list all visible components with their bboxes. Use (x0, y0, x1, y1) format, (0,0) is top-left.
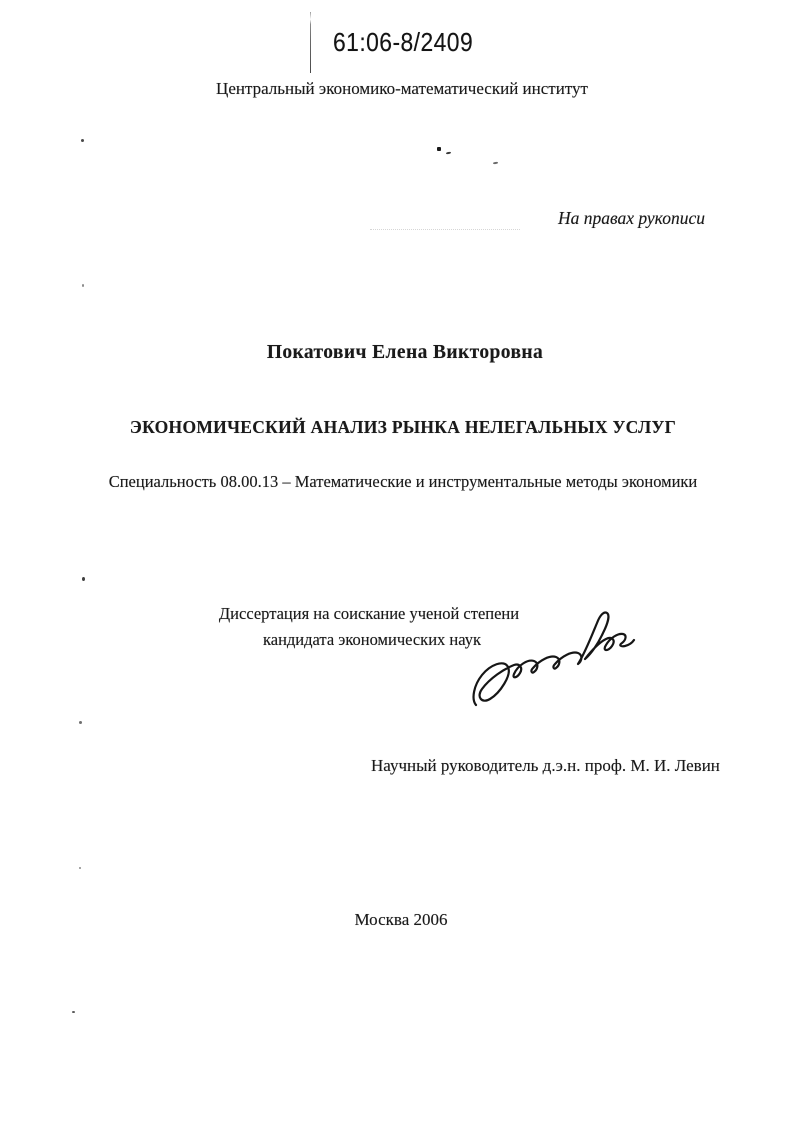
scan-speck (493, 162, 498, 165)
scan-speck (81, 139, 84, 142)
signature-icon (470, 607, 640, 709)
institute-name: Центральный экономико-математический институт (216, 79, 588, 98)
dissertation-title: ЭКОНОМИЧЕСКИЙ АНАЛИЗ РЫНКА НЕЛЕГАЛЬНЫХ УСЛУГ (129, 417, 677, 437)
supervisor-line: Научный руководитель д.э.н. проф. М. И. Левин (371, 756, 720, 775)
scan-streak-artifact (370, 229, 520, 230)
scan-speck (82, 284, 84, 287)
scan-speck (79, 867, 81, 869)
scan-speck (72, 1011, 75, 1013)
degree-statement-line-2: кандидата экономических наук (262, 630, 481, 649)
specialty-line: Специальность 08.00.13 – Математические и инструментальные методы экономики (108, 472, 698, 491)
author-name: Покатович Елена Викторовна (266, 342, 544, 363)
degree-statement-line-1: Диссертация на соискание ученой степени (218, 604, 520, 623)
city-and-year: Москва 2006 (354, 910, 448, 929)
scan-speck (437, 147, 441, 151)
fold-mark-artifact (310, 12, 311, 73)
catalog-number: 61:06-8/2409 (333, 27, 474, 57)
scan-speck (79, 721, 82, 724)
scan-speck (82, 577, 85, 581)
manuscript-rights-note: На правах рукописи (558, 208, 705, 228)
scan-speck (446, 152, 451, 155)
